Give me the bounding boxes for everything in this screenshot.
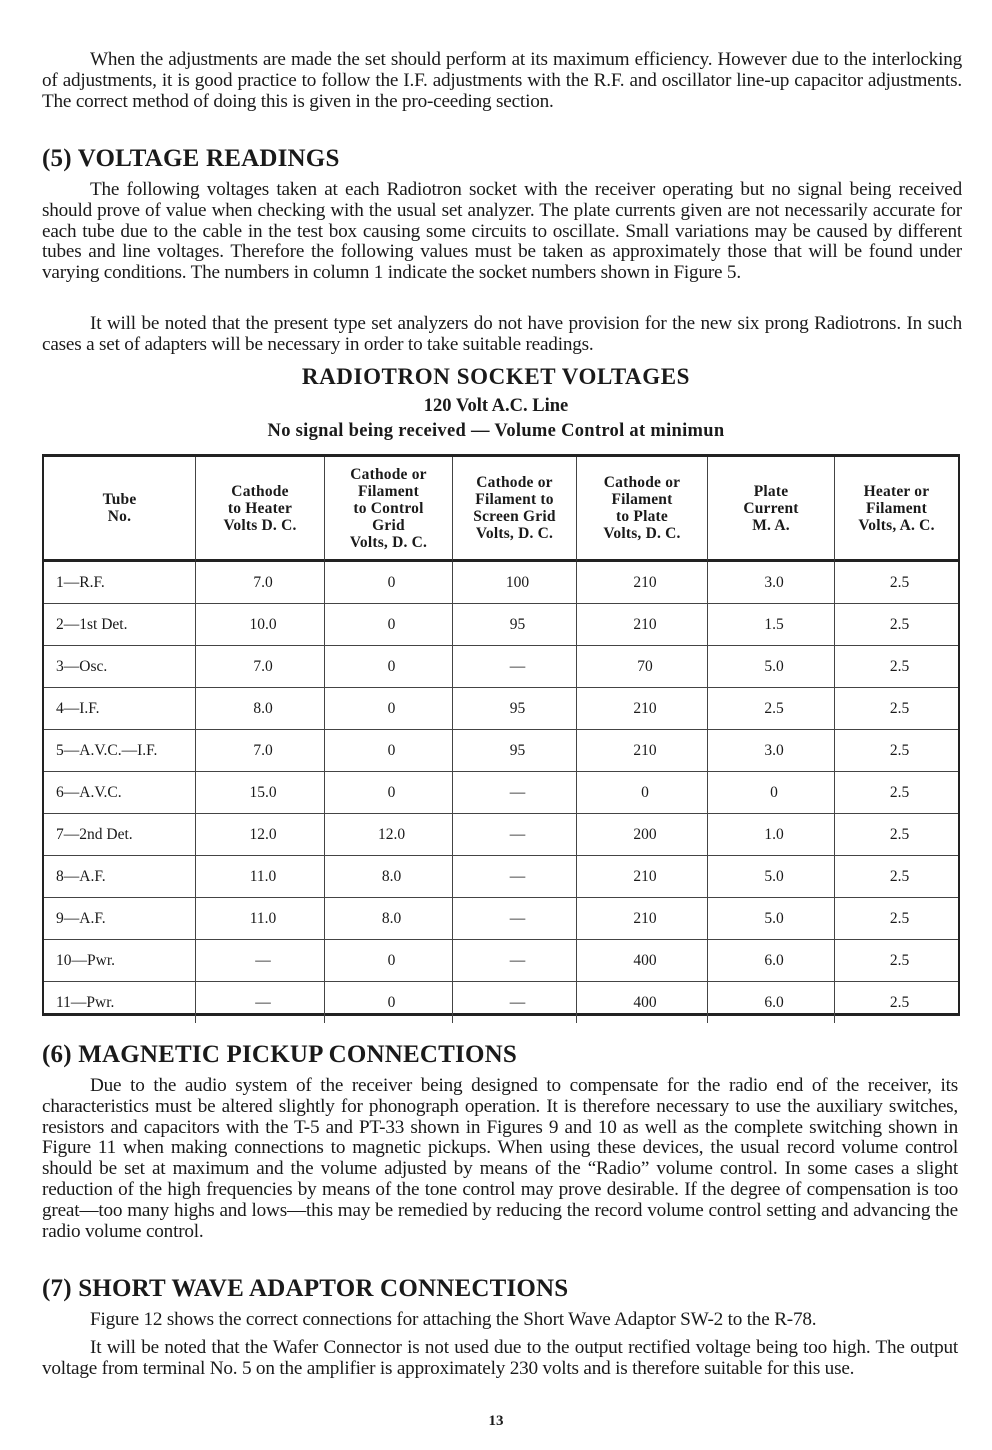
value-cell: 1.5 [707, 604, 834, 646]
value-cell: 0 [324, 562, 452, 604]
column-header-line: Current [743, 499, 799, 517]
value-cell: 2.5 [834, 982, 958, 1023]
tube-number-cell: 4—I.F. [44, 688, 195, 730]
table-row [44, 814, 958, 856]
table-row [44, 982, 958, 1023]
value-cell: 0 [324, 646, 452, 688]
column-header [452, 457, 576, 562]
value-cell: 5.0 [707, 856, 834, 898]
column-header [834, 457, 958, 562]
column-header-line: Filament [865, 499, 927, 517]
value-cell: 1.0 [707, 814, 834, 856]
value-cell: 2.5 [834, 730, 958, 772]
table-row [44, 730, 958, 772]
column-header [324, 457, 452, 562]
column-header-line: to Control [353, 499, 424, 517]
value-cell: 2.5 [834, 898, 958, 940]
value-cell: 0 [576, 772, 707, 814]
tube-number-cell: 6—A.V.C. [44, 772, 195, 814]
column-header-line: Filament to [475, 491, 554, 508]
table-row [44, 604, 958, 646]
value-cell: 2.5 [707, 688, 834, 730]
value-cell: 5.0 [707, 898, 834, 940]
tube-number-cell: 10—Pwr. [44, 940, 195, 982]
value-cell: 2.5 [834, 940, 958, 982]
value-cell: 70 [576, 646, 707, 688]
column-header-line: Volts, A. C. [858, 516, 935, 534]
page-number: 13 [488, 1413, 504, 1429]
value-cell: 210 [576, 898, 707, 940]
column-header-line: Cathode or [350, 465, 427, 483]
value-cell: 12.0 [195, 814, 324, 856]
value-cell: — [452, 898, 576, 940]
column-header [195, 457, 324, 562]
value-cell: — [452, 940, 576, 982]
value-cell: 2.5 [834, 604, 958, 646]
value-cell: 3.0 [707, 562, 834, 604]
table-row [44, 688, 958, 730]
column-header-line: to Plate [616, 508, 668, 525]
value-cell: — [452, 814, 576, 856]
column-header-line: Volts, D. C. [475, 525, 554, 542]
voltage-readings-paragraph-2-text: It will be noted that the present type set analyzers do not have provision for the new six prong Radiotrons. In such cases a set of adapters will be necessary in order to take suitable readings. [42, 313, 962, 355]
column-header-line: Volts, D. C. [603, 525, 681, 542]
value-cell: — [452, 856, 576, 898]
value-cell: 0 [324, 730, 452, 772]
section-heading-short-wave: (7) SHORT WAVE ADAPTOR CONNECTIONS [42, 1275, 569, 1302]
value-cell: 5.0 [707, 646, 834, 688]
column-header-line: Volts, D. C. [349, 533, 428, 551]
voltage-readings-paragraph-2 [42, 314, 962, 356]
value-cell: 8.0 [324, 856, 452, 898]
value-cell: 95 [452, 688, 576, 730]
column-header-line: Filament [357, 482, 419, 500]
short-wave-paragraph-2 [42, 1338, 958, 1380]
value-cell: 95 [452, 730, 576, 772]
value-cell: 100 [452, 562, 576, 604]
table-row [44, 940, 958, 982]
value-cell: 7.0 [195, 646, 324, 688]
socket-voltages-table [42, 454, 960, 1016]
value-cell: 210 [576, 730, 707, 772]
column-header-line: Screen Grid [473, 508, 556, 525]
table-subtitle: 120 Volt A.C. Line [423, 396, 569, 416]
column-header-line: M. A. [752, 516, 790, 534]
value-cell: 210 [576, 856, 707, 898]
value-cell: 0 [324, 772, 452, 814]
tube-number-cell: 3—Osc. [44, 646, 195, 688]
value-cell: 8.0 [324, 898, 452, 940]
table-header-row [44, 457, 958, 562]
column-header-line: Filament [611, 491, 673, 508]
table-row [44, 856, 958, 898]
value-cell: 0 [324, 604, 452, 646]
value-cell: 210 [576, 688, 707, 730]
value-cell: 0 [324, 940, 452, 982]
value-cell: 400 [576, 940, 707, 982]
voltage-readings-paragraph-1-text: The following voltages taken at each Radiotron socket with the receiver operating but no signal being received should prove of value when checking with the usual set analyzer. The plate currents given are not necessarily accurate for each tube due to the cable in the test box causing some circuits to oscillate. Small variations may be caused by different tubes and line voltages. Therefore the following values must be taken as approximately those that will be found under varying conditions. The numbers in column 1 indicate the socket numbers shown in Figure 5. [42, 179, 962, 284]
value-cell: 10.0 [195, 604, 324, 646]
value-cell: 400 [576, 982, 707, 1023]
tube-number-cell: 1—R.F. [44, 562, 195, 604]
value-cell: 15.0 [195, 772, 324, 814]
column-header-line: Heater or [863, 482, 930, 500]
intro-paragraph [42, 50, 962, 112]
value-cell: 8.0 [195, 688, 324, 730]
short-wave-paragraph-2-text: It will be noted that the Wafer Connector is not used due to the output rectified voltage being too high. The output voltage from terminal No. 5 on the amplifier is approximately 230 volts and is therefore suitable for this use. [42, 1337, 958, 1379]
voltage-readings-paragraph-1 [42, 180, 962, 284]
value-cell: 7.0 [195, 730, 324, 772]
value-cell: 2.5 [834, 688, 958, 730]
column-header-line: Cathode or [476, 474, 553, 491]
value-cell: 6.0 [707, 940, 834, 982]
value-cell: 200 [576, 814, 707, 856]
value-cell: — [195, 940, 324, 982]
value-cell: 3.0 [707, 730, 834, 772]
column-header-line: Cathode [231, 482, 289, 500]
intro-paragraph-text: When the adjustments are made the set should perform at its maximum efficiency. However due to the interlocking of adjustments, it is good practice to follow the I.F. adjustments with the R.F. and oscillator line-up capacitor adjustments. The correct method of doing this is given in the pro-ceeding section. [42, 49, 962, 112]
column-header [576, 457, 707, 562]
value-cell: 7.0 [195, 562, 324, 604]
section-heading-voltage-readings: (5) VOLTAGE READINGS [42, 145, 340, 172]
value-cell: 2.5 [834, 856, 958, 898]
column-header-line: Tube [102, 491, 137, 508]
value-cell: 210 [576, 562, 707, 604]
table-body [44, 562, 958, 1023]
value-cell: 0 [324, 982, 452, 1023]
value-cell: 0 [707, 772, 834, 814]
column-header-line: to Heater [227, 499, 293, 517]
table-row [44, 646, 958, 688]
magnetic-pickup-paragraph-text: Due to the audio system of the receiver being designed to compensate for the radio end of the receiver, its characteristics must be altered slightly for phonograph operation. It is therefore necessary to use the auxiliary switches, resistors and capacitors with the T-5 and PT-33 shown in Figures 9 and 10 as well as the complete switching shown in Figure 11 when making connections to magnetic pickups. When using these devices, the usual record volume control should be set at maximum and the volume adjusted by means of the “Radio” volume control. In some cases a slight reduction of the high frequencies by means of the tone control may prove desirable. If the degree of compensation is too great—too many highs and lows—this may be remedied by reducing the record volume control setting and advancing the radio volume control. [42, 1075, 958, 1242]
value-cell: 2.5 [834, 772, 958, 814]
table-row [44, 772, 958, 814]
column-header [707, 457, 834, 562]
value-cell: 2.5 [834, 646, 958, 688]
value-cell: 11.0 [195, 856, 324, 898]
value-cell: 2.5 [834, 562, 958, 604]
value-cell: 2.5 [834, 814, 958, 856]
column-header-line: Cathode or [603, 474, 681, 491]
short-wave-paragraph-1-text: Figure 12 shows the correct connections for attaching the Short Wave Adaptor SW-2 to the R-78. [90, 1309, 817, 1330]
table-title: RADIOTRON SOCKET VOLTAGES [301, 364, 691, 389]
tube-number-cell: 8—A.F. [44, 856, 195, 898]
tube-number-cell: 2—1st Det. [44, 604, 195, 646]
table-row [44, 898, 958, 940]
value-cell: 6.0 [707, 982, 834, 1023]
column-header [44, 457, 195, 562]
section-heading-magnetic-pickup: (6) MAGNETIC PICKUP CONNECTIONS [42, 1041, 517, 1068]
column-header-line: Grid [372, 516, 405, 534]
tube-number-cell: 7—2nd Det. [44, 814, 195, 856]
column-header-line: Plate [753, 482, 789, 500]
table-row [44, 562, 958, 604]
short-wave-paragraph-1 [42, 1310, 962, 1331]
value-cell: — [452, 772, 576, 814]
value-cell: 210 [576, 604, 707, 646]
tube-number-cell: 5—A.V.C.—I.F. [44, 730, 195, 772]
value-cell: — [452, 646, 576, 688]
value-cell: 12.0 [324, 814, 452, 856]
value-cell: — [452, 982, 576, 1023]
value-cell: 95 [452, 604, 576, 646]
magnetic-pickup-paragraph [42, 1076, 958, 1242]
value-cell: — [195, 982, 324, 1023]
value-cell: 0 [324, 688, 452, 730]
value-cell: 11.0 [195, 898, 324, 940]
tube-number-cell: 9—A.F. [44, 898, 195, 940]
table-condition: No signal being received — Volume Control at minimun [267, 421, 725, 441]
column-header-line: Volts D. C. [223, 516, 297, 534]
column-header-line: No. [107, 508, 132, 525]
tube-number-cell: 11—Pwr. [56, 993, 115, 1011]
